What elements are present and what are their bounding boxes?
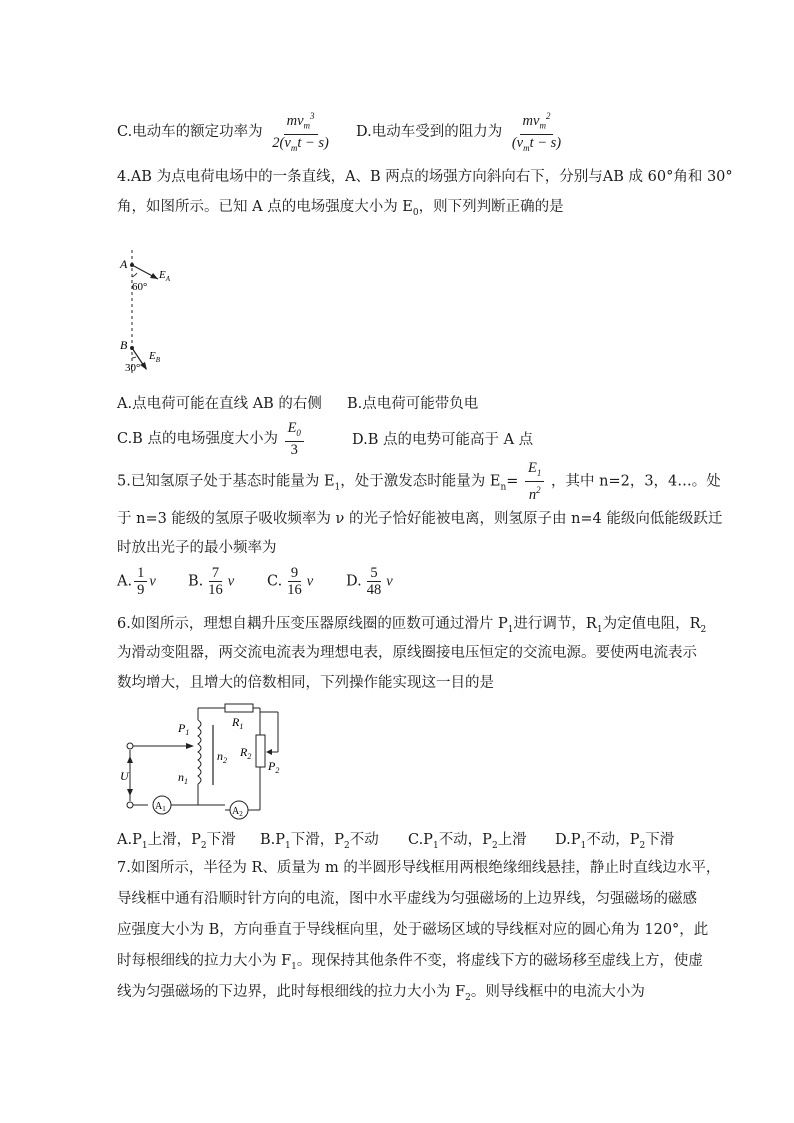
q5-energy-fraction: $\frac{E_1}{n^2}$: [525, 460, 544, 503]
q6-label-n1: $n_1$: [178, 770, 188, 786]
q6-ammeter-a2: $A_2$: [232, 806, 243, 818]
q6-label-p2: $P_2$: [268, 759, 280, 775]
q4-stem-line2: 角，如图所示。已知 A 点的电场强度大小为 $E_0$，则下列判断正确的是: [117, 199, 564, 218]
q6-label-r2: $R_2$: [240, 745, 252, 761]
q4-option-a: A.点电荷可能在直线 AB 的右侧: [117, 396, 322, 412]
q5-option-a: A. $\frac{1}{9}$ ν: [117, 565, 156, 598]
q7-stem-line2: 导线框中通有沿顺时针方向的电流，图中水平虚线为匀强磁场的上边界线，匀强磁场的磁感: [117, 891, 697, 907]
q6-stem-line3: 数均增大，且增大的倍数相同，下列操作能实现这一目的是: [117, 675, 494, 691]
q3-option-d-fraction: $\frac{mv_m^2}{(v_mt - s)}$: [509, 108, 564, 156]
q7-stem-line5: 线为匀强磁场的下边界，此时每根细线的拉力大小为 $F_2$。则导线框中的电流大小为: [117, 984, 645, 1003]
q6-label-u: U: [120, 769, 129, 783]
q4-option-c-fraction: $\frac{E_0}{3}$: [285, 420, 304, 458]
q6-label-p1: $P_1$: [178, 721, 190, 737]
q6-circuit-figure: [120, 700, 300, 820]
q3-option-c: C.电动车的额定功率为 $\frac{mv_m^3}{2(v_mt - s)}$: [117, 108, 334, 156]
q3-option-c-fraction: $\frac{mv_m^3}{2(v_mt - s)}$: [269, 108, 332, 156]
q7-stem-line1: 7.如图所示，半径为 R、质量为 m 的半圆形导线框用两根绝缘细线悬挂，静止时直线边水平，: [117, 860, 721, 876]
q6-label-n2: $n_2$: [217, 749, 227, 765]
q4-field-figure: [110, 245, 200, 380]
q4-label-b: B: [120, 338, 128, 352]
q5-option-d: D. $\frac{5}{48}$ ν: [346, 565, 393, 598]
q4-angle-a: 60°: [132, 281, 148, 293]
q4-option-c: C.B 点的电场强度大小为 $\frac{E_0}{3}$: [117, 420, 306, 458]
q4-angle-b: 30°: [125, 362, 141, 374]
q4-label-ea: $E_A$: [159, 269, 171, 283]
q4-stem-line1: 4.AB 为点电荷电场中的一条直线，A、B 两点的场强方向斜向右下，分别与AB 成 60°角和 30°: [117, 169, 733, 185]
q6-option-c: $C.P_1$不动，$P_2$上滑: [408, 832, 527, 851]
q6-option-d: $D.P_1$不动，$P_2$下滑: [555, 832, 675, 851]
q4-option-b: B.点电荷可能带负电: [347, 396, 479, 412]
q5-option-b: B. $\frac{7}{16}$ ν: [188, 565, 235, 598]
q4-label-a: A: [120, 257, 128, 271]
q6-option-a: $A.P_1$上滑，$P_2$下滑: [117, 832, 236, 851]
q4-label-eb: $E_B$: [149, 350, 161, 364]
q5-stem-line1: 5.已知氢原子处于基态时能量为 $E_1$，处于激发态时能量为 $E_n=$ $\frac{E_1}{n^2}$ ，其中 n=2，3，4…。处: [117, 460, 721, 503]
q5-stem-line3: 时放出光子的最小频率为: [117, 540, 277, 556]
q6-option-b: $B.P_1$下滑，$P_2$不动: [260, 832, 379, 851]
q6-stem-line1: 6.如图所示，理想自耦升压变压器原线圈的匝数可通过滑片 $P_1$进行调节，$R_1$为定值电阻，$R_2$: [117, 616, 707, 635]
q7-stem-line4: 时每根细线的拉力大小为 $F_1$。现保持其他条件不变，将虚线下方的磁场移至虚线上方，使虚: [117, 953, 703, 972]
q5-stem-line2: 于 n=3 能级的氢原子吸收频率为 ν 的光子恰好能被电离，则氢原子由 n=4 能级向低能级跃迁: [117, 511, 723, 527]
q7-stem-line3: 应强度大小为 B，方向垂直于导线框向里，处于磁场区域的导线框对应的圆心角为 120°，此: [117, 922, 709, 938]
q6-label-r1: $R_1$: [232, 715, 244, 731]
q6-stem-line2: 为滑动变阻器，两交流电流表为理想电表，原线圈接电压恒定的交流电源。要使两电流表示: [117, 645, 697, 661]
q6-ammeter-a1: $A_1$: [155, 801, 166, 813]
q4-option-d: D.B 点的电势可能高于 A 点: [352, 432, 534, 448]
q5-option-c: C. $\frac{9}{16}$ ν: [267, 565, 314, 598]
q3-option-d: D.电动车受到的阻力为 $\frac{mv_m^2}{(v_mt - s)}$: [356, 108, 566, 156]
